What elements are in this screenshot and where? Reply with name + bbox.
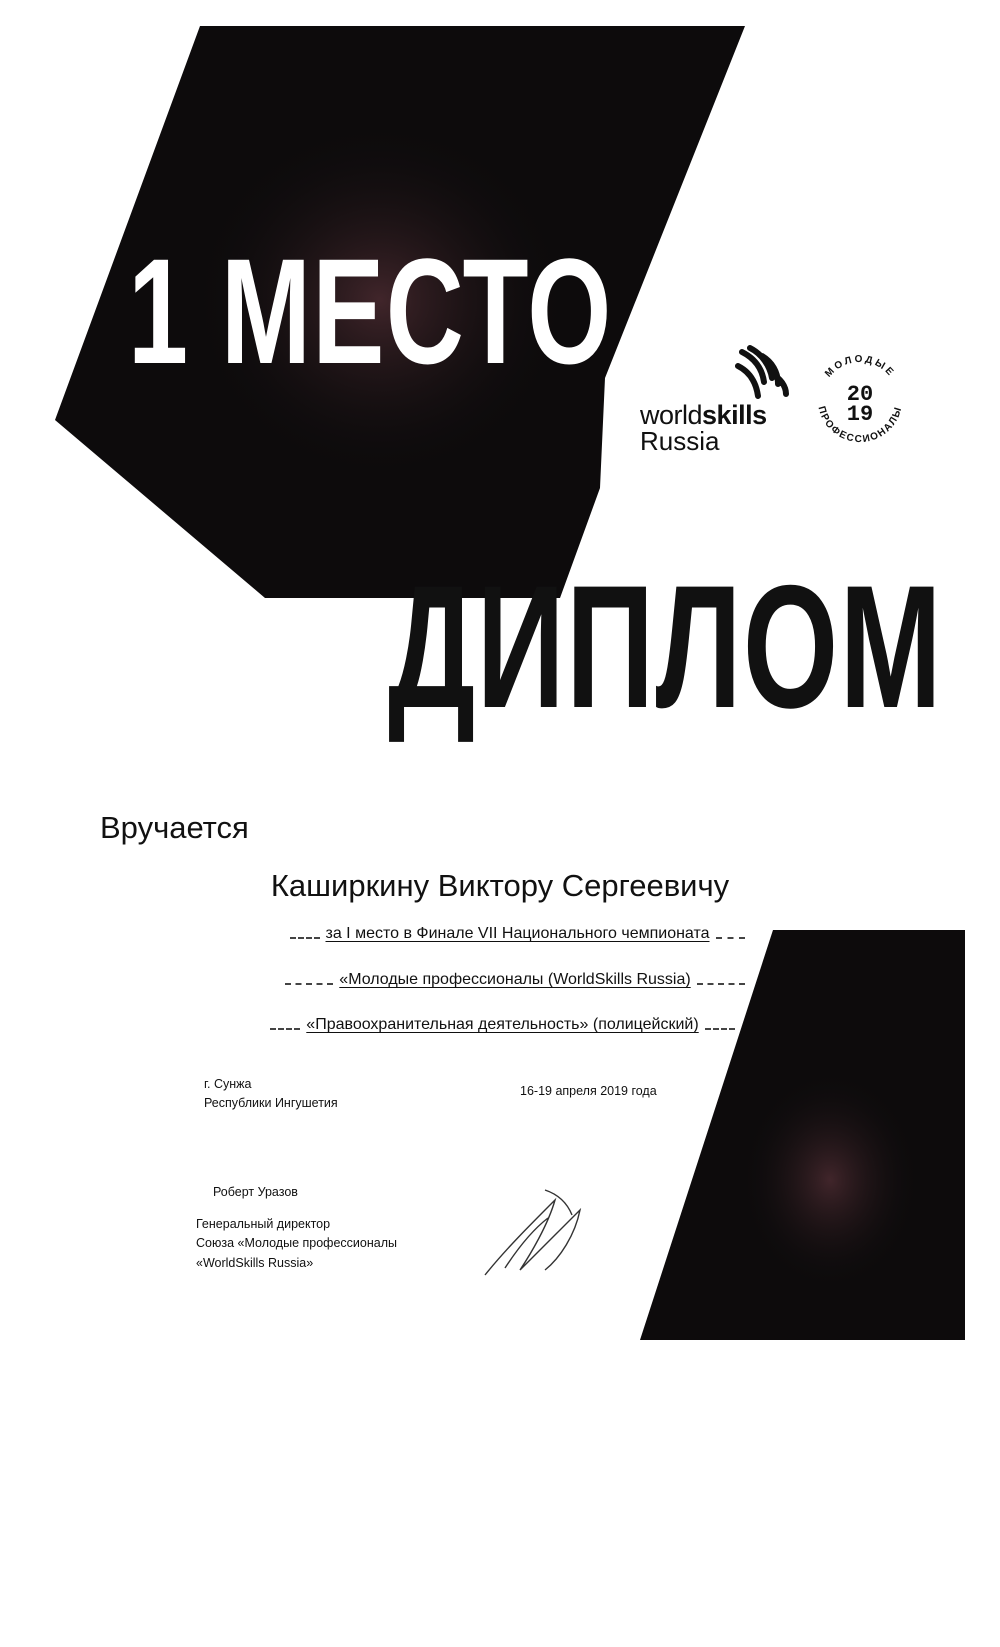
award-line-2-text: «Молодые профессионалы (WorldSkills Russia) xyxy=(339,971,691,988)
city-line-2: Республики Ингушетия xyxy=(204,1096,338,1111)
award-line-2 xyxy=(285,971,745,989)
dotted-leader xyxy=(716,937,746,939)
director-title-line-1: Генеральный директор xyxy=(196,1217,331,1231)
badge-year-top: 20 xyxy=(846,382,874,407)
badge-ring-bottom: ПРОФЕССИОНАЛЫ xyxy=(815,404,905,446)
award-line-1 xyxy=(290,925,745,943)
worldskills-hand-icon xyxy=(732,344,792,404)
young-professionals-badge xyxy=(808,348,912,452)
badge-ring-top: МОЛОДЫЕ xyxy=(823,353,897,380)
recipient-name: Каширкину Виктору Сергеевичу xyxy=(270,868,730,903)
dotted-leader xyxy=(285,983,333,985)
dotted-leader xyxy=(705,1028,735,1030)
worldskills-country: Russia xyxy=(640,426,720,456)
director-title-line-3: «WorldSkills Russia» xyxy=(196,1255,314,1270)
award-line-1-text: за I место в Финале VII Национального чемпионата xyxy=(325,925,710,942)
place-title: 1 МЕСТО xyxy=(128,227,613,395)
awarded-label: Вручается xyxy=(100,810,249,845)
award-line-3 xyxy=(270,1016,735,1034)
signature-mark xyxy=(485,1190,580,1275)
dotted-leader xyxy=(290,937,320,939)
director-title-block xyxy=(196,1215,397,1273)
dotted-leader xyxy=(697,983,745,985)
city-block xyxy=(204,1075,338,1114)
worldskills-wordmark xyxy=(640,402,767,429)
worldskills-logo xyxy=(640,340,800,460)
director-title-line-2: Союза «Молодые профессионалы xyxy=(196,1236,397,1251)
worldskills-word-bold: skills xyxy=(702,400,767,430)
event-date: 16-19 апреля 2019 года xyxy=(520,1084,657,1098)
bottom-shape-glow xyxy=(740,1070,920,1290)
diploma-title: ДИПЛОМ xyxy=(388,550,944,745)
dotted-leader xyxy=(270,1028,300,1030)
award-line-3-text: «Правоохранительная деятельность» (полицейский) xyxy=(306,1016,699,1033)
city-line-1: г. Сунжа xyxy=(204,1077,252,1091)
director-name: Роберт Уразов xyxy=(213,1185,298,1199)
badge-year-bottom: 19 xyxy=(846,402,874,427)
worldskills-word-light: world xyxy=(640,400,703,430)
